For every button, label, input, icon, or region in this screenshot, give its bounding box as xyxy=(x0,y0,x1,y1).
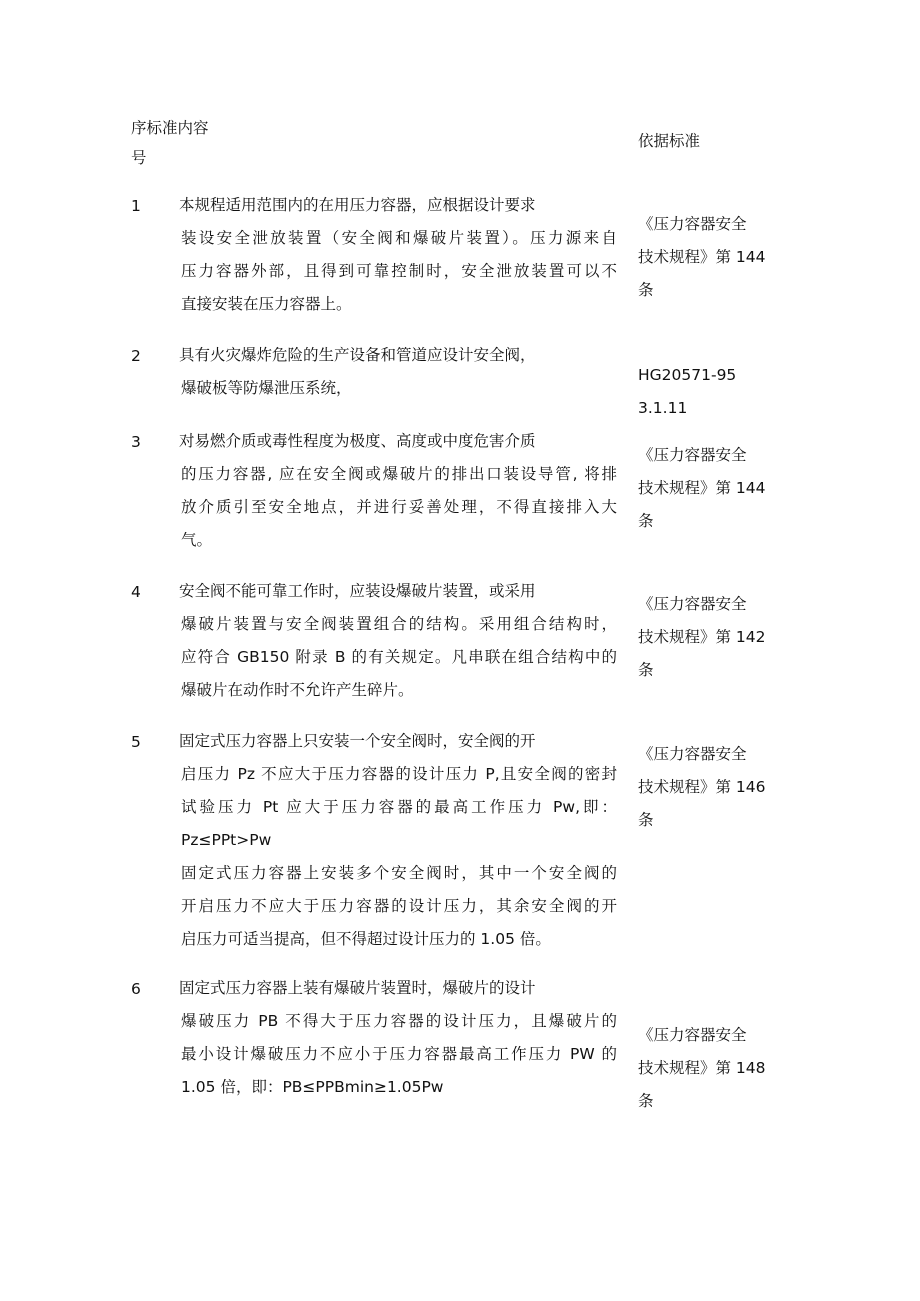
content-line: 启压力可适当提高，但不得超过设计压力的 1.05 倍。 xyxy=(181,930,551,948)
row-2-number: 2 xyxy=(131,347,141,365)
basis-line: 技术规程》第 146 xyxy=(638,778,766,796)
basis-line: 条 xyxy=(638,661,654,679)
basis-line: 《压力容器安全 xyxy=(638,745,747,763)
content-line: 爆破压力 PB 不得大于压力容器的设计压力，且爆破片的 xyxy=(181,1012,617,1030)
basis-line: HG20571-95 xyxy=(638,366,737,384)
content-line: 的压力容器, 应在安全阀或爆破片的排出口装设导管, 将排 xyxy=(181,465,617,483)
row-6-number: 6 xyxy=(131,980,141,998)
content-line: 对易燃介质或毒性程度为极度、高度或中度危害介质 xyxy=(179,432,536,450)
content-line: 最小设计爆破压力不应小于压力容器最高工作压力 PW 的 xyxy=(181,1045,617,1063)
basis-line: 技术规程》第 148 xyxy=(638,1059,766,1077)
basis-line: 条 xyxy=(638,512,654,530)
row-5-number: 5 xyxy=(131,733,141,751)
row-1-basis xyxy=(638,208,798,307)
row-6-content xyxy=(181,972,617,1104)
content-line: 安全阀不能可靠工作时，应装设爆破片装置，或采用 xyxy=(179,582,536,600)
content-line: 本规程适用范围内的在用压力容器，应根据设计要求 xyxy=(179,196,536,214)
basis-line: 技术规程》第 142 xyxy=(638,628,766,646)
basis-line: 《压力容器安全 xyxy=(638,446,747,464)
content-line: 固定式压力容器上只安装一个安全阀时，安全阀的开 xyxy=(179,732,536,750)
content-line: 固定式压力容器上装有爆破片装置时，爆破片的设计 xyxy=(179,979,536,997)
row-1-number: 1 xyxy=(131,197,141,215)
row-4-basis xyxy=(638,588,798,687)
content-line: 应符合 GB150 附录 B 的有关规定。凡串联在组合结构中的 xyxy=(181,648,617,666)
header-basis-label: 依据标准 xyxy=(638,132,701,150)
content-line: 装设安全泄放装置（安全阀和爆破片装置）。压力源来自 xyxy=(181,229,617,247)
row-3-content xyxy=(181,425,617,557)
basis-line: 3.1.11 xyxy=(638,399,688,417)
header-seq-label-line2: 号 xyxy=(131,149,147,167)
row-3-basis xyxy=(638,439,798,538)
row-4-content xyxy=(181,575,617,707)
row-3-number: 3 xyxy=(131,433,141,451)
content-line: 爆破片装置与安全阀装置组合的结构。采用组合结构时， xyxy=(181,615,617,633)
row-4-number: 4 xyxy=(131,583,141,601)
content-line: 气。 xyxy=(181,531,213,549)
content-line: 压力容器外部，且得到可靠控制时，安全泄放装置可以不 xyxy=(181,262,617,280)
basis-line: 条 xyxy=(638,811,654,829)
basis-line: 技术规程》第 144 xyxy=(638,248,766,266)
content-line: 具有火灾爆炸危险的生产设备和管道应设计安全阀， xyxy=(179,346,536,364)
row-6-basis xyxy=(638,1019,798,1118)
row-2-content xyxy=(181,339,617,405)
content-line: 试验压力 Pt 应大于压力容器的最高工作压力 Pw,即： xyxy=(181,798,617,816)
header-seq-content-label xyxy=(131,113,209,173)
content-line: 放介质引至安全地点，并进行妥善处理，不得直接排入大 xyxy=(181,498,617,516)
content-line: Pz≤PPt>Pw xyxy=(181,831,272,849)
basis-line: 《压力容器安全 xyxy=(638,595,747,613)
basis-line: 《压力容器安全 xyxy=(638,1026,747,1044)
content-line: 爆破板等防爆泄压系统， xyxy=(181,379,352,397)
content-line: 固定式压力容器上安装多个安全阀时，其中一个安全阀的 xyxy=(181,864,617,882)
header-seq-label-line1: 序标准内容 xyxy=(131,119,209,137)
basis-line: 条 xyxy=(638,1092,654,1110)
content-line: 爆破片在动作时不允许产生碎片。 xyxy=(181,681,414,699)
row-1-content xyxy=(181,189,617,321)
row-5-content xyxy=(181,725,617,956)
basis-line: 《压力容器安全 xyxy=(638,215,747,233)
content-line: 开启压力不应大于压力容器的设计压力，其余安全阀的开 xyxy=(181,897,617,915)
content-line: 直接安装在压力容器上。 xyxy=(181,295,352,313)
row-5-basis xyxy=(638,738,798,837)
basis-line: 条 xyxy=(638,281,654,299)
content-line: 启压力 Pz 不应大于压力容器的设计压力 P,且安全阀的密封 xyxy=(181,765,617,783)
content-line: 1.05 倍，即：PB≤PPBmin≥1.05Pw xyxy=(181,1078,444,1096)
row-2-basis xyxy=(638,359,798,425)
basis-line: 技术规程》第 144 xyxy=(638,479,766,497)
